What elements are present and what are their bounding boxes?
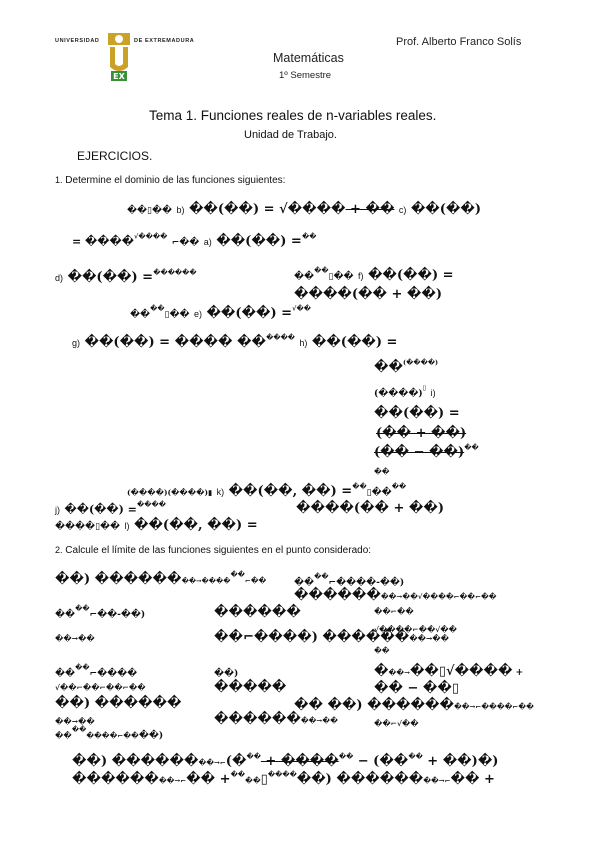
ex2-line-15: ��) ������: [55, 696, 182, 711]
semester-label: 1º Semestre: [279, 70, 332, 81]
ex1-line-h-cont: ��(����): [374, 358, 439, 375]
ex1-line-j: j) ��(��) =����: [55, 500, 166, 516]
ex2-line-8: ��: [374, 646, 390, 655]
ex2-line-4: ������: [214, 605, 301, 620]
exercise-1-text: Determine el dominio de las funciones siguientes:: [65, 175, 286, 186]
topic-title: Tema 1. Funciones reales de n-variables reales.: [149, 108, 437, 123]
ex1-line-i-expr: ��(��) =: [374, 406, 460, 421]
ex1-line-d: d) ��(��) =������: [55, 268, 197, 285]
ex1-line-e: ����▯�� e) ��(��) =√��: [130, 304, 311, 321]
ex2-line-20: ��������⌐����): [55, 725, 164, 741]
university-name-left: UNIVERSIDAD: [55, 38, 100, 44]
ex1-line-i-tail: ��: [374, 467, 390, 476]
ex2-line-18: ��������→��: [214, 712, 338, 727]
svg-text:EX: EX: [113, 72, 125, 81]
ex2-line-3: ����⌐��-��): [55, 604, 146, 620]
ex2-line-6: ��→��: [55, 634, 95, 643]
ex1-line-bc: ��▯�� b) ��(��) = √���� + �� c) ��(��): [127, 202, 482, 217]
ex1-line-i: (����)▯ i): [374, 383, 436, 399]
ex1-line-i-den: (�� − ��)��: [374, 443, 479, 460]
ex2-line-17: ��→��: [55, 717, 95, 726]
ex2-line-21: ��) ��������→⌐(��� + ������ − (���� + ��)�): [72, 752, 499, 769]
ex2-line-1: ����⌐����-��): [294, 572, 405, 588]
ex1-line-k-cont: ����(�� + ��): [296, 501, 445, 516]
university-name-right: DE EXTREMADURA: [134, 38, 195, 44]
exercise-2-text: Calcule el límite de las funciones siguientes en el punto considerado:: [65, 545, 372, 556]
university-logo-icon: [107, 33, 131, 81]
exercise-2-number: 2.: [55, 545, 63, 555]
ex2-line-9: ����⌐����: [55, 663, 138, 679]
ex2-line-11: ��): [214, 669, 239, 679]
ex2-line-12: ���→��▯√���� +: [374, 664, 524, 679]
ex2-line-2: ��������→��√����⌐��⌐��: [294, 588, 497, 603]
ex1-line-k: (����)(����)▮ k) ��(��, ��) =��▯����: [127, 482, 407, 499]
subject-title: Matemáticas: [273, 51, 344, 65]
ex1-line-l: ����▯�� l) ��(��, ��) =: [55, 518, 258, 533]
exercise-1-prompt: [55, 175, 285, 186]
ex2-line-19: ��⌐√��: [374, 719, 419, 728]
ex1-line-f: ����▯�� f) ��(��) =: [294, 266, 454, 283]
ex2-line-16: �� ��) ��������→⌐����⌐��: [294, 698, 534, 713]
exercises-heading: EJERCICIOS.: [77, 149, 153, 163]
ex1-line-a: = ����√���� ⌐�� a) ��(��) =��: [72, 232, 317, 249]
ex2-line-10: √��⌐��⌐��⌐��: [55, 683, 146, 692]
ex2-line-14: �� − ��▯: [374, 681, 459, 696]
ex1-line-i-num: (�� + ��): [376, 426, 467, 441]
exercise-1-number: 1.: [55, 175, 63, 185]
ex1-line-gh: g) ��(��) = ���� ������ h) ��(��) =: [72, 333, 398, 350]
ex2-line-5: ��⌐�� √����⌐��√��: [374, 607, 457, 634]
unit-subtitle: Unidad de Trabajo.: [244, 129, 337, 141]
ex2-line-22: ��������→⌐�� +����▯������) ��������→⌐�� +: [72, 770, 495, 787]
ex2-line-13: �����: [214, 680, 287, 695]
exercise-2-prompt: [55, 545, 371, 556]
professor-name: Prof. Alberto Franco Solís: [396, 36, 522, 48]
ex2-line-0: ��) ��������→������⌐��: [55, 570, 267, 587]
ex2-line-7: ��⌐����) ��������→��: [214, 630, 449, 645]
ex1-line-f-cont: ����(�� + ��): [294, 287, 443, 302]
